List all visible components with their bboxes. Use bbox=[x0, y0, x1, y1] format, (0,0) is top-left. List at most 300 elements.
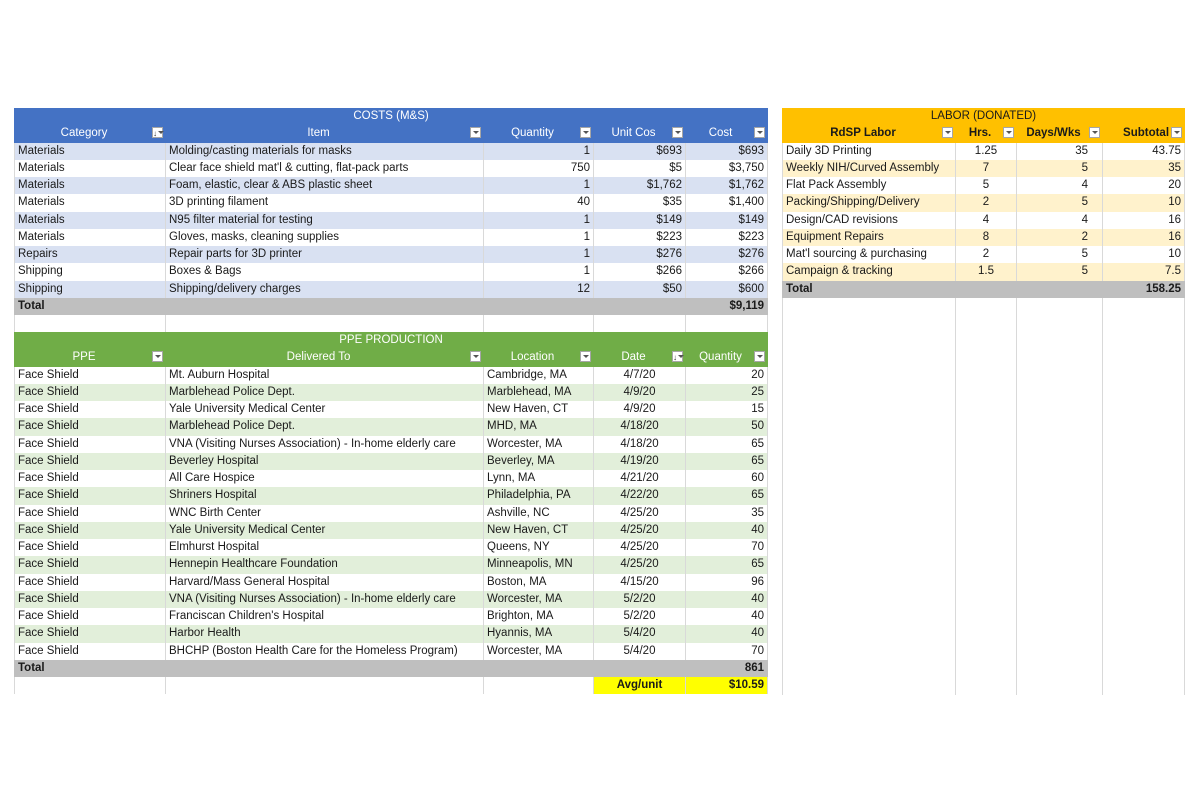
location-cell[interactable]: New Haven, CT bbox=[484, 401, 594, 418]
subtotal-cell[interactable]: 16 bbox=[1103, 212, 1185, 229]
empty-cell[interactable] bbox=[1103, 677, 1185, 694]
labor-task-cell[interactable]: Weekly NIH/Curved Assembly bbox=[783, 160, 956, 177]
ppe-quantity-cell[interactable]: 65 bbox=[686, 436, 768, 453]
unit-cost-cell[interactable]: $149 bbox=[594, 212, 686, 229]
empty-cell[interactable] bbox=[956, 505, 1017, 522]
category-cell[interactable]: Shipping bbox=[15, 263, 166, 280]
empty-cell[interactable] bbox=[1103, 419, 1185, 436]
empty-cell[interactable] bbox=[1017, 470, 1103, 487]
empty-cell[interactable] bbox=[1017, 591, 1103, 608]
ppe-cell[interactable]: Face Shield bbox=[15, 487, 166, 504]
ppe-cell[interactable]: Face Shield bbox=[15, 470, 166, 487]
quantity-cell[interactable]: 12 bbox=[484, 281, 594, 298]
empty-row bbox=[783, 470, 1185, 487]
unit-cost-cell[interactable]: $1,762 bbox=[594, 177, 686, 194]
empty-cell[interactable] bbox=[1103, 522, 1185, 539]
location-cell[interactable]: MHD, MA bbox=[484, 418, 594, 435]
empty-cell[interactable] bbox=[1017, 557, 1103, 574]
hrs-cell[interactable]: 4 bbox=[956, 212, 1017, 229]
empty-row bbox=[783, 298, 1185, 315]
unit-cost-cell[interactable]: $276 bbox=[594, 246, 686, 263]
ppe-cell[interactable]: Face Shield bbox=[15, 625, 166, 642]
days-cell[interactable]: 5 bbox=[1017, 194, 1103, 211]
filter-dropdown-icon[interactable] bbox=[1089, 127, 1100, 138]
location-cell[interactable]: Queens, NY bbox=[484, 539, 594, 556]
delivered-to-cell[interactable]: VNA (Visiting Nurses Association) - In-home elderly care bbox=[166, 436, 484, 453]
table-row bbox=[15, 401, 768, 418]
header-delivered-to[interactable]: Delivered To bbox=[166, 349, 484, 366]
cost-cell[interactable]: $223 bbox=[686, 229, 768, 246]
location-cell[interactable]: Marblehead, MA bbox=[484, 384, 594, 401]
quantity-cell[interactable]: 750 bbox=[484, 160, 594, 177]
ppe-quantity-cell[interactable]: 40 bbox=[686, 608, 768, 625]
empty-cell[interactable] bbox=[956, 626, 1017, 643]
unit-cost-cell[interactable]: $35 bbox=[594, 194, 686, 211]
ppe-cell[interactable]: Face Shield bbox=[15, 608, 166, 625]
item-cell[interactable]: Repair parts for 3D printer bbox=[166, 246, 484, 263]
date-cell[interactable]: 5/2/20 bbox=[594, 591, 686, 608]
empty-cell[interactable] bbox=[1103, 643, 1185, 660]
subtotal-cell[interactable]: 43.75 bbox=[1103, 143, 1185, 160]
category-cell[interactable]: Shipping bbox=[15, 281, 166, 298]
labor-task-cell[interactable]: Design/CAD revisions bbox=[783, 212, 956, 229]
delivered-to-cell[interactable]: Marblehead Police Dept. bbox=[166, 384, 484, 401]
sort-filter-icon[interactable] bbox=[152, 127, 163, 138]
ppe-quantity-cell[interactable]: 65 bbox=[686, 453, 768, 470]
empty-cell[interactable] bbox=[1103, 350, 1185, 367]
empty-cell[interactable] bbox=[783, 488, 956, 505]
days-cell[interactable]: 4 bbox=[1017, 212, 1103, 229]
filter-dropdown-icon[interactable] bbox=[1171, 127, 1182, 138]
table-row bbox=[783, 160, 1185, 177]
delivered-to-cell[interactable]: Yale University Medical Center bbox=[166, 401, 484, 418]
date-cell[interactable]: 4/9/20 bbox=[594, 401, 686, 418]
empty-cell[interactable] bbox=[956, 539, 1017, 556]
empty-cell[interactable] bbox=[1103, 298, 1185, 315]
empty-row bbox=[783, 522, 1185, 539]
labor-task-cell[interactable]: Daily 3D Printing bbox=[783, 143, 956, 160]
ppe-cell[interactable]: Face Shield bbox=[15, 384, 166, 401]
empty-cell[interactable] bbox=[783, 315, 956, 332]
empty-cell[interactable] bbox=[1017, 350, 1103, 367]
empty-cell[interactable] bbox=[783, 367, 956, 384]
item-cell[interactable]: Molding/casting materials for masks bbox=[166, 143, 484, 160]
empty-cell[interactable] bbox=[783, 401, 956, 418]
table-row bbox=[15, 436, 768, 453]
cost-cell[interactable]: $693 bbox=[686, 143, 768, 160]
location-cell[interactable]: Boston, MA bbox=[484, 574, 594, 591]
empty-cell[interactable] bbox=[783, 419, 956, 436]
empty-cell[interactable] bbox=[1017, 315, 1103, 332]
date-cell[interactable]: 4/21/20 bbox=[594, 470, 686, 487]
empty-cell[interactable] bbox=[956, 470, 1017, 487]
header-category[interactable]: Category ↓ bbox=[15, 125, 166, 142]
quantity-cell[interactable]: 40 bbox=[484, 194, 594, 211]
hrs-cell[interactable]: 2 bbox=[956, 194, 1017, 211]
subtotal-cell[interactable]: 10 bbox=[1103, 194, 1185, 211]
empty-cell[interactable] bbox=[783, 574, 956, 591]
filter-dropdown-icon[interactable] bbox=[754, 351, 765, 362]
days-cell[interactable]: 5 bbox=[1017, 246, 1103, 263]
empty-cell[interactable] bbox=[783, 505, 956, 522]
ppe-quantity-cell[interactable]: 35 bbox=[686, 505, 768, 522]
empty-cell[interactable] bbox=[956, 350, 1017, 367]
date-cell[interactable]: 4/25/20 bbox=[594, 505, 686, 522]
empty-cell[interactable] bbox=[1017, 367, 1103, 384]
header-cost[interactable]: Cost bbox=[686, 125, 768, 142]
ppe-quantity-cell[interactable]: 20 bbox=[686, 367, 768, 384]
quantity-cell[interactable]: 1 bbox=[484, 263, 594, 280]
date-cell[interactable]: 5/4/20 bbox=[594, 643, 686, 660]
filter-dropdown-icon[interactable] bbox=[1003, 127, 1014, 138]
table-row bbox=[15, 522, 768, 539]
location-cell[interactable]: Minneapolis, MN bbox=[484, 556, 594, 573]
empty-cell[interactable] bbox=[1017, 626, 1103, 643]
location-cell[interactable]: New Haven, CT bbox=[484, 522, 594, 539]
date-cell[interactable]: 4/18/20 bbox=[594, 436, 686, 453]
empty-cell[interactable] bbox=[956, 608, 1017, 625]
ppe-cell[interactable]: Face Shield bbox=[15, 401, 166, 418]
empty-cell[interactable] bbox=[1017, 522, 1103, 539]
empty-cell[interactable] bbox=[1017, 488, 1103, 505]
unit-cost-cell[interactable]: $50 bbox=[594, 281, 686, 298]
ppe-cell[interactable]: Face Shield bbox=[15, 505, 166, 522]
category-cell[interactable]: Materials bbox=[15, 229, 166, 246]
ppe-quantity-cell[interactable]: 15 bbox=[686, 401, 768, 418]
ppe-cell[interactable]: Face Shield bbox=[15, 436, 166, 453]
empty-cell[interactable] bbox=[1017, 419, 1103, 436]
empty-cell[interactable] bbox=[956, 436, 1017, 453]
location-cell[interactable]: Philadelphia, PA bbox=[484, 487, 594, 504]
date-cell[interactable]: 4/25/20 bbox=[594, 539, 686, 556]
delivered-to-cell[interactable]: Beverley Hospital bbox=[166, 453, 484, 470]
empty-cell[interactable] bbox=[956, 591, 1017, 608]
ppe-cell[interactable]: Face Shield bbox=[15, 367, 166, 384]
location-cell[interactable]: Lynn, MA bbox=[484, 470, 594, 487]
ppe-cell[interactable]: Face Shield bbox=[15, 453, 166, 470]
labor-title-row bbox=[783, 108, 1185, 125]
empty-cell[interactable] bbox=[1103, 332, 1185, 349]
category-cell[interactable]: Materials bbox=[15, 177, 166, 194]
empty-cell[interactable] bbox=[1017, 384, 1103, 401]
header-location[interactable]: Location bbox=[484, 349, 594, 366]
empty-cell[interactable] bbox=[1017, 453, 1103, 470]
delivered-to-cell[interactable]: Hennepin Healthcare Foundation bbox=[166, 556, 484, 573]
header-subtotal[interactable]: Subtotal bbox=[1103, 125, 1185, 142]
empty-cell[interactable] bbox=[783, 660, 956, 677]
location-cell[interactable]: Beverley, MA bbox=[484, 453, 594, 470]
date-cell[interactable]: 5/4/20 bbox=[594, 625, 686, 642]
quantity-cell[interactable]: 1 bbox=[484, 246, 594, 263]
empty-cell[interactable] bbox=[956, 401, 1017, 418]
ppe-quantity-cell[interactable]: 70 bbox=[686, 643, 768, 660]
empty-cell[interactable] bbox=[1103, 591, 1185, 608]
empty-cell[interactable] bbox=[783, 470, 956, 487]
date-cell[interactable]: 4/25/20 bbox=[594, 556, 686, 573]
empty-cell[interactable] bbox=[1017, 574, 1103, 591]
days-cell[interactable]: 5 bbox=[1017, 263, 1103, 280]
empty-cell[interactable] bbox=[956, 384, 1017, 401]
empty-cell[interactable] bbox=[1017, 677, 1103, 694]
ppe-cell[interactable]: Face Shield bbox=[15, 522, 166, 539]
empty-cell[interactable] bbox=[783, 557, 956, 574]
filter-dropdown-icon[interactable] bbox=[470, 351, 481, 362]
item-cell[interactable]: Clear face shield mat'l & cutting, flat-pack parts bbox=[166, 160, 484, 177]
empty-cell[interactable] bbox=[1017, 332, 1103, 349]
delivered-to-cell[interactable]: All Care Hospice bbox=[166, 470, 484, 487]
cost-cell[interactable]: $149 bbox=[686, 212, 768, 229]
filter-dropdown-icon[interactable] bbox=[942, 127, 953, 138]
filter-dropdown-icon[interactable] bbox=[470, 127, 481, 138]
empty-cell[interactable] bbox=[783, 453, 956, 470]
subtotal-cell[interactable]: 10 bbox=[1103, 246, 1185, 263]
empty-cell[interactable] bbox=[956, 488, 1017, 505]
empty-cell[interactable] bbox=[783, 436, 956, 453]
days-cell[interactable]: 2 bbox=[1017, 229, 1103, 246]
header-unit-cost[interactable]: Unit Cos bbox=[594, 125, 686, 142]
ppe-cell[interactable]: Face Shield bbox=[15, 539, 166, 556]
ppe-quantity-cell[interactable]: 50 bbox=[686, 418, 768, 435]
location-cell[interactable]: Worcester, MA bbox=[484, 591, 594, 608]
item-cell[interactable]: Gloves, masks, cleaning supplies bbox=[166, 229, 484, 246]
cost-cell[interactable]: $600 bbox=[686, 281, 768, 298]
empty-cell[interactable] bbox=[1017, 660, 1103, 677]
header-item[interactable]: Item bbox=[166, 125, 484, 142]
empty-cell[interactable] bbox=[1103, 436, 1185, 453]
empty-cell[interactable] bbox=[1017, 539, 1103, 556]
empty-cell[interactable] bbox=[1017, 643, 1103, 660]
empty-cell[interactable] bbox=[783, 522, 956, 539]
days-cell[interactable]: 5 bbox=[1017, 160, 1103, 177]
ppe-quantity-cell[interactable]: 70 bbox=[686, 539, 768, 556]
empty-cell[interactable] bbox=[783, 626, 956, 643]
empty-cell[interactable] bbox=[1103, 574, 1185, 591]
empty-cell[interactable] bbox=[783, 591, 956, 608]
ppe-quantity-cell[interactable]: 40 bbox=[686, 522, 768, 539]
empty-cell[interactable] bbox=[1017, 436, 1103, 453]
empty-cell[interactable] bbox=[956, 453, 1017, 470]
labor-task-cell[interactable]: Equipment Repairs bbox=[783, 229, 956, 246]
empty-cell[interactable] bbox=[1103, 384, 1185, 401]
date-cell[interactable]: 4/25/20 bbox=[594, 522, 686, 539]
labor-task-cell[interactable]: Campaign & tracking bbox=[783, 263, 956, 280]
empty-cell[interactable] bbox=[956, 522, 1017, 539]
ppe-table bbox=[14, 332, 768, 694]
quantity-cell[interactable]: 1 bbox=[484, 229, 594, 246]
hrs-cell[interactable]: 1.25 bbox=[956, 143, 1017, 160]
date-cell[interactable]: 4/22/20 bbox=[594, 487, 686, 504]
days-cell[interactable]: 35 bbox=[1017, 143, 1103, 160]
item-cell[interactable]: Foam, elastic, clear & ABS plastic sheet bbox=[166, 177, 484, 194]
empty-cell[interactable] bbox=[1103, 660, 1185, 677]
filter-dropdown-icon[interactable] bbox=[580, 351, 591, 362]
header-ppe[interactable]: PPE bbox=[15, 349, 166, 366]
ppe-quantity-cell[interactable]: 40 bbox=[686, 591, 768, 608]
ppe-quantity-cell[interactable]: 65 bbox=[686, 556, 768, 573]
unit-cost-cell[interactable]: $5 bbox=[594, 160, 686, 177]
labor-task-cell[interactable]: Mat'l sourcing & purchasing bbox=[783, 246, 956, 263]
empty-cell[interactable] bbox=[956, 643, 1017, 660]
empty-cell[interactable] bbox=[783, 332, 956, 349]
subtotal-cell[interactable]: 20 bbox=[1103, 177, 1185, 194]
empty-cell[interactable] bbox=[956, 298, 1017, 315]
category-cell[interactable]: Materials bbox=[15, 194, 166, 211]
table-row bbox=[15, 625, 768, 642]
delivered-to-cell[interactable]: Shriners Hospital bbox=[166, 487, 484, 504]
delivered-to-cell[interactable]: Franciscan Children's Hospital bbox=[166, 608, 484, 625]
header-hrs[interactable]: Hrs. bbox=[956, 125, 1017, 142]
hrs-cell[interactable]: 5 bbox=[956, 177, 1017, 194]
hrs-cell[interactable]: 2 bbox=[956, 246, 1017, 263]
delivered-to-cell[interactable]: Yale University Medical Center bbox=[166, 522, 484, 539]
empty-cell[interactable] bbox=[783, 608, 956, 625]
date-cell[interactable]: 4/19/20 bbox=[594, 453, 686, 470]
category-cell[interactable]: Materials bbox=[15, 160, 166, 177]
subtotal-cell[interactable]: 16 bbox=[1103, 229, 1185, 246]
ppe-quantity-cell[interactable]: 65 bbox=[686, 487, 768, 504]
location-cell[interactable]: Brighton, MA bbox=[484, 608, 594, 625]
empty-cell[interactable] bbox=[783, 677, 956, 694]
empty-cell[interactable] bbox=[783, 539, 956, 556]
empty-cell[interactable] bbox=[1103, 315, 1185, 332]
empty-cell[interactable] bbox=[1103, 626, 1185, 643]
empty-cell[interactable] bbox=[956, 367, 1017, 384]
quantity-cell[interactable]: 1 bbox=[484, 177, 594, 194]
delivered-to-cell[interactable]: BHCHP (Boston Health Care for the Homeless Program) bbox=[166, 643, 484, 660]
ppe-quantity-cell[interactable]: 25 bbox=[686, 384, 768, 401]
table-row bbox=[15, 177, 768, 194]
empty-cell[interactable] bbox=[783, 384, 956, 401]
avg-unit-label[interactable]: Avg/unit bbox=[594, 677, 686, 694]
header-rdsp-labor[interactable]: RdSP Labor bbox=[783, 125, 956, 142]
empty-cell[interactable] bbox=[956, 677, 1017, 694]
empty-cell[interactable] bbox=[956, 574, 1017, 591]
date-cell[interactable]: 4/18/20 bbox=[594, 418, 686, 435]
date-cell[interactable]: 5/2/20 bbox=[594, 608, 686, 625]
item-cell[interactable]: 3D printing filament bbox=[166, 194, 484, 211]
ppe-cell[interactable]: Face Shield bbox=[15, 556, 166, 573]
filter-dropdown-icon[interactable] bbox=[152, 351, 163, 362]
item-cell[interactable]: Shipping/delivery charges bbox=[166, 281, 484, 298]
empty-cell[interactable] bbox=[956, 419, 1017, 436]
location-cell[interactable]: Ashville, NC bbox=[484, 505, 594, 522]
category-cell[interactable]: Materials bbox=[15, 143, 166, 160]
sort-filter-icon[interactable] bbox=[672, 351, 683, 362]
location-cell[interactable]: Hyannis, MA bbox=[484, 625, 594, 642]
delivered-to-cell[interactable]: Mt. Auburn Hospital bbox=[166, 367, 484, 384]
ppe-cell[interactable]: Face Shield bbox=[15, 643, 166, 660]
empty-cell[interactable] bbox=[1103, 470, 1185, 487]
days-cell[interactable]: 4 bbox=[1017, 177, 1103, 194]
labor-task-cell[interactable]: Flat Pack Assembly bbox=[783, 177, 956, 194]
header-ppe-quantity[interactable]: Quantity bbox=[686, 349, 768, 366]
item-cell[interactable]: Boxes & Bags bbox=[166, 263, 484, 280]
unit-cost-cell[interactable]: $693 bbox=[594, 143, 686, 160]
table-row bbox=[15, 263, 768, 280]
header-quantity[interactable]: Quantity bbox=[484, 125, 594, 142]
delivered-to-cell[interactable]: VNA (Visiting Nurses Association) - In-home elderly care bbox=[166, 591, 484, 608]
empty-cell[interactable] bbox=[956, 315, 1017, 332]
filter-dropdown-icon[interactable] bbox=[754, 127, 765, 138]
avg-unit-value[interactable]: $10.59 bbox=[686, 677, 768, 694]
cost-cell[interactable]: $1,762 bbox=[686, 177, 768, 194]
delivered-to-cell[interactable]: Marblehead Police Dept. bbox=[166, 418, 484, 435]
unit-cost-cell[interactable]: $266 bbox=[594, 263, 686, 280]
filter-dropdown-icon[interactable] bbox=[580, 127, 591, 138]
empty-cell[interactable] bbox=[783, 350, 956, 367]
ppe-quantity-cell[interactable]: 60 bbox=[686, 470, 768, 487]
subtotal-cell[interactable]: 35 bbox=[1103, 160, 1185, 177]
ppe-quantity-cell[interactable]: 40 bbox=[686, 625, 768, 642]
empty-cell[interactable] bbox=[1103, 539, 1185, 556]
cost-cell[interactable]: $276 bbox=[686, 246, 768, 263]
empty-cell[interactable] bbox=[956, 557, 1017, 574]
quantity-cell[interactable]: 1 bbox=[484, 212, 594, 229]
empty-cell[interactable] bbox=[783, 643, 956, 660]
item-cell[interactable]: N95 filter material for testing bbox=[166, 212, 484, 229]
location-cell[interactable]: Worcester, MA bbox=[484, 643, 594, 660]
empty-cell[interactable] bbox=[956, 660, 1017, 677]
empty-cell[interactable] bbox=[1103, 401, 1185, 418]
empty-cell[interactable] bbox=[956, 332, 1017, 349]
empty-cell[interactable] bbox=[1017, 298, 1103, 315]
subtotal-cell[interactable]: 7.5 bbox=[1103, 263, 1185, 280]
hrs-cell[interactable]: 8 bbox=[956, 229, 1017, 246]
empty-cell[interactable] bbox=[1017, 608, 1103, 625]
header-days-wks[interactable]: Days/Wks bbox=[1017, 125, 1103, 142]
empty-cell[interactable] bbox=[1103, 505, 1185, 522]
empty-cell[interactable] bbox=[1103, 608, 1185, 625]
ppe-cell[interactable]: Face Shield bbox=[15, 418, 166, 435]
empty-cell[interactable] bbox=[783, 298, 956, 315]
delivered-to-cell[interactable]: Harvard/Mass General Hospital bbox=[166, 574, 484, 591]
table-row bbox=[15, 229, 768, 246]
date-cell[interactable]: 4/15/20 bbox=[594, 574, 686, 591]
header-date[interactable]: Date ↓ bbox=[594, 349, 686, 366]
ppe-cell[interactable]: Face Shield bbox=[15, 574, 166, 591]
ppe-cell[interactable]: Face Shield bbox=[15, 591, 166, 608]
date-cell[interactable]: 4/9/20 bbox=[594, 384, 686, 401]
category-cell[interactable]: Materials bbox=[15, 212, 166, 229]
ppe-total-label: Total bbox=[15, 660, 166, 677]
empty-cell[interactable] bbox=[1017, 505, 1103, 522]
empty-cell[interactable] bbox=[1103, 367, 1185, 384]
ppe-quantity-cell[interactable]: 96 bbox=[686, 574, 768, 591]
quantity-cell[interactable]: 1 bbox=[484, 143, 594, 160]
delivered-to-cell[interactable]: WNC Birth Center bbox=[166, 505, 484, 522]
delivered-to-cell[interactable]: Harbor Health bbox=[166, 625, 484, 642]
empty-cell[interactable] bbox=[1103, 557, 1185, 574]
labor-task-cell[interactable]: Packing/Shipping/Delivery bbox=[783, 194, 956, 211]
empty-cell[interactable] bbox=[1017, 401, 1103, 418]
cost-cell[interactable]: $266 bbox=[686, 263, 768, 280]
empty-cell[interactable] bbox=[1103, 488, 1185, 505]
date-cell[interactable]: 4/7/20 bbox=[594, 367, 686, 384]
table-row bbox=[783, 194, 1185, 211]
cost-cell[interactable]: $3,750 bbox=[686, 160, 768, 177]
filter-dropdown-icon[interactable] bbox=[672, 127, 683, 138]
category-cell[interactable]: Repairs bbox=[15, 246, 166, 263]
location-cell[interactable]: Cambridge, MA bbox=[484, 367, 594, 384]
unit-cost-cell[interactable]: $223 bbox=[594, 229, 686, 246]
cost-cell[interactable]: $1,400 bbox=[686, 194, 768, 211]
location-cell[interactable]: Worcester, MA bbox=[484, 436, 594, 453]
delivered-to-cell[interactable]: Elmhurst Hospital bbox=[166, 539, 484, 556]
empty-cell[interactable] bbox=[1103, 453, 1185, 470]
hrs-cell[interactable]: 7 bbox=[956, 160, 1017, 177]
hrs-cell[interactable]: 1.5 bbox=[956, 263, 1017, 280]
table-row bbox=[15, 608, 768, 625]
